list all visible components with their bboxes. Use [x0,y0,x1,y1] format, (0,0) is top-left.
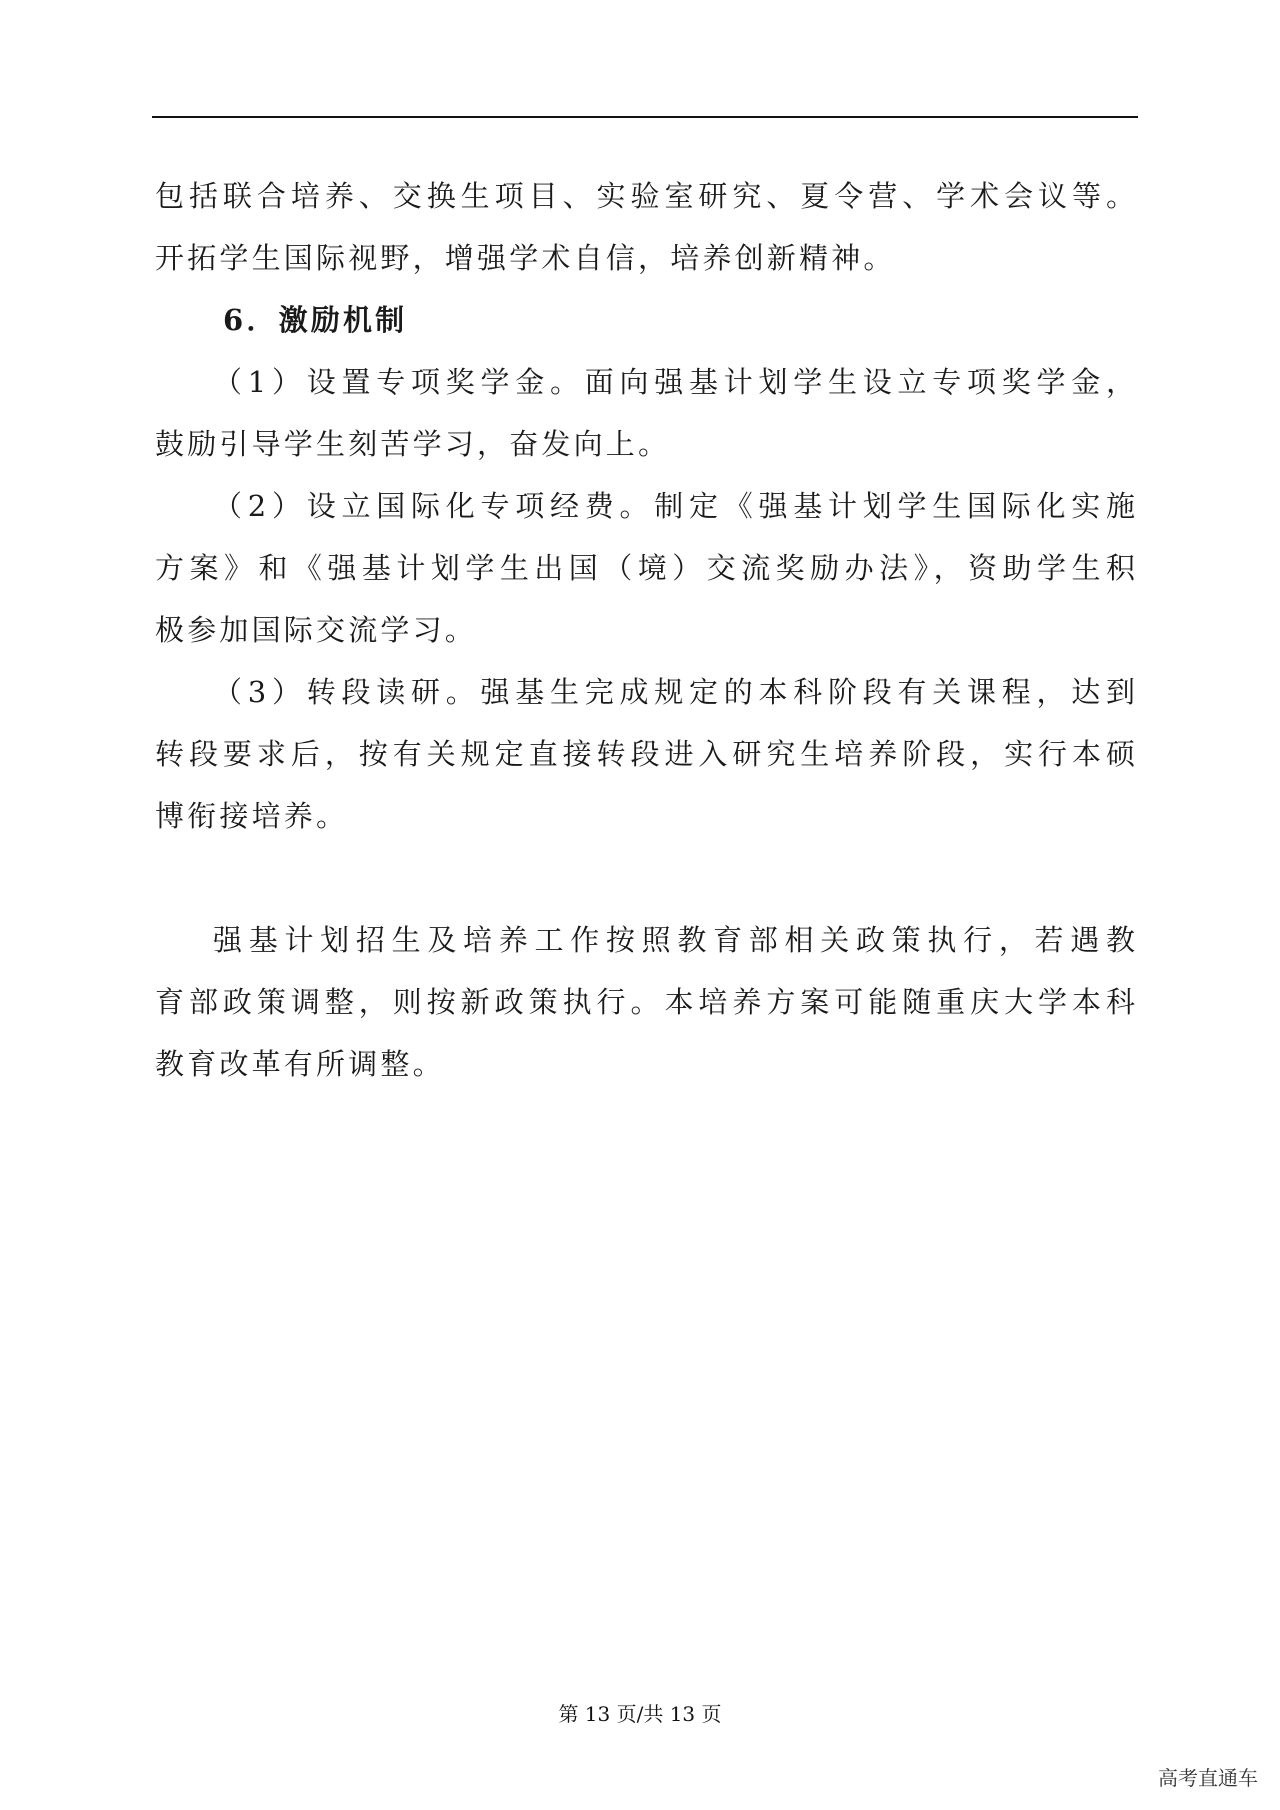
paragraph-line: 方案》和《强基计划学生出国（境）交流奖励办法》，资助学生积 [155,551,1135,585]
paragraph-line: 开拓学生国际视野，增强学术自信，培养创新精神。 [155,241,896,275]
paragraph-line: 鼓励引导学生刻苦学习，奋发向上。 [155,427,671,461]
paragraph-line: （3）转段读研。强基生完成规定的本科阶段有关课程，达到 [213,675,1135,709]
paragraph-line: （1）设置专项奖学金。面向强基计划学生设立专项奖学金， [213,365,1135,399]
paragraph-line: 包括联合培养、交换生项目、实验室研究、夏令营、学术会议等。 [155,179,1135,213]
page-number: 第 13 页/共 13 页 [558,1702,722,1726]
watermark-logo: 高考直通车 [1158,1766,1258,1790]
paragraph-line: 教育改革有所调整。 [155,1047,445,1081]
section-heading: 6．激励机制 [223,303,408,337]
paragraph-line: 强基计划招生及培养工作按照教育部相关政策执行，若遇教 [213,923,1135,957]
paragraph-line: 极参加国际交流学习。 [155,613,478,647]
paragraph-line: 转段要求后，按有关规定直接转段进入研究生培养阶段，实行本硕 [155,737,1135,771]
paragraph-line: 育部政策调整，则按新政策执行。本培养方案可能随重庆大学本科 [155,985,1135,1019]
paragraph-line: 博衔接培养。 [155,799,349,833]
header-rule [152,116,1138,118]
paragraph-line: （2）设立国际化专项经费。制定《强基计划学生国际化实施 [213,489,1135,523]
